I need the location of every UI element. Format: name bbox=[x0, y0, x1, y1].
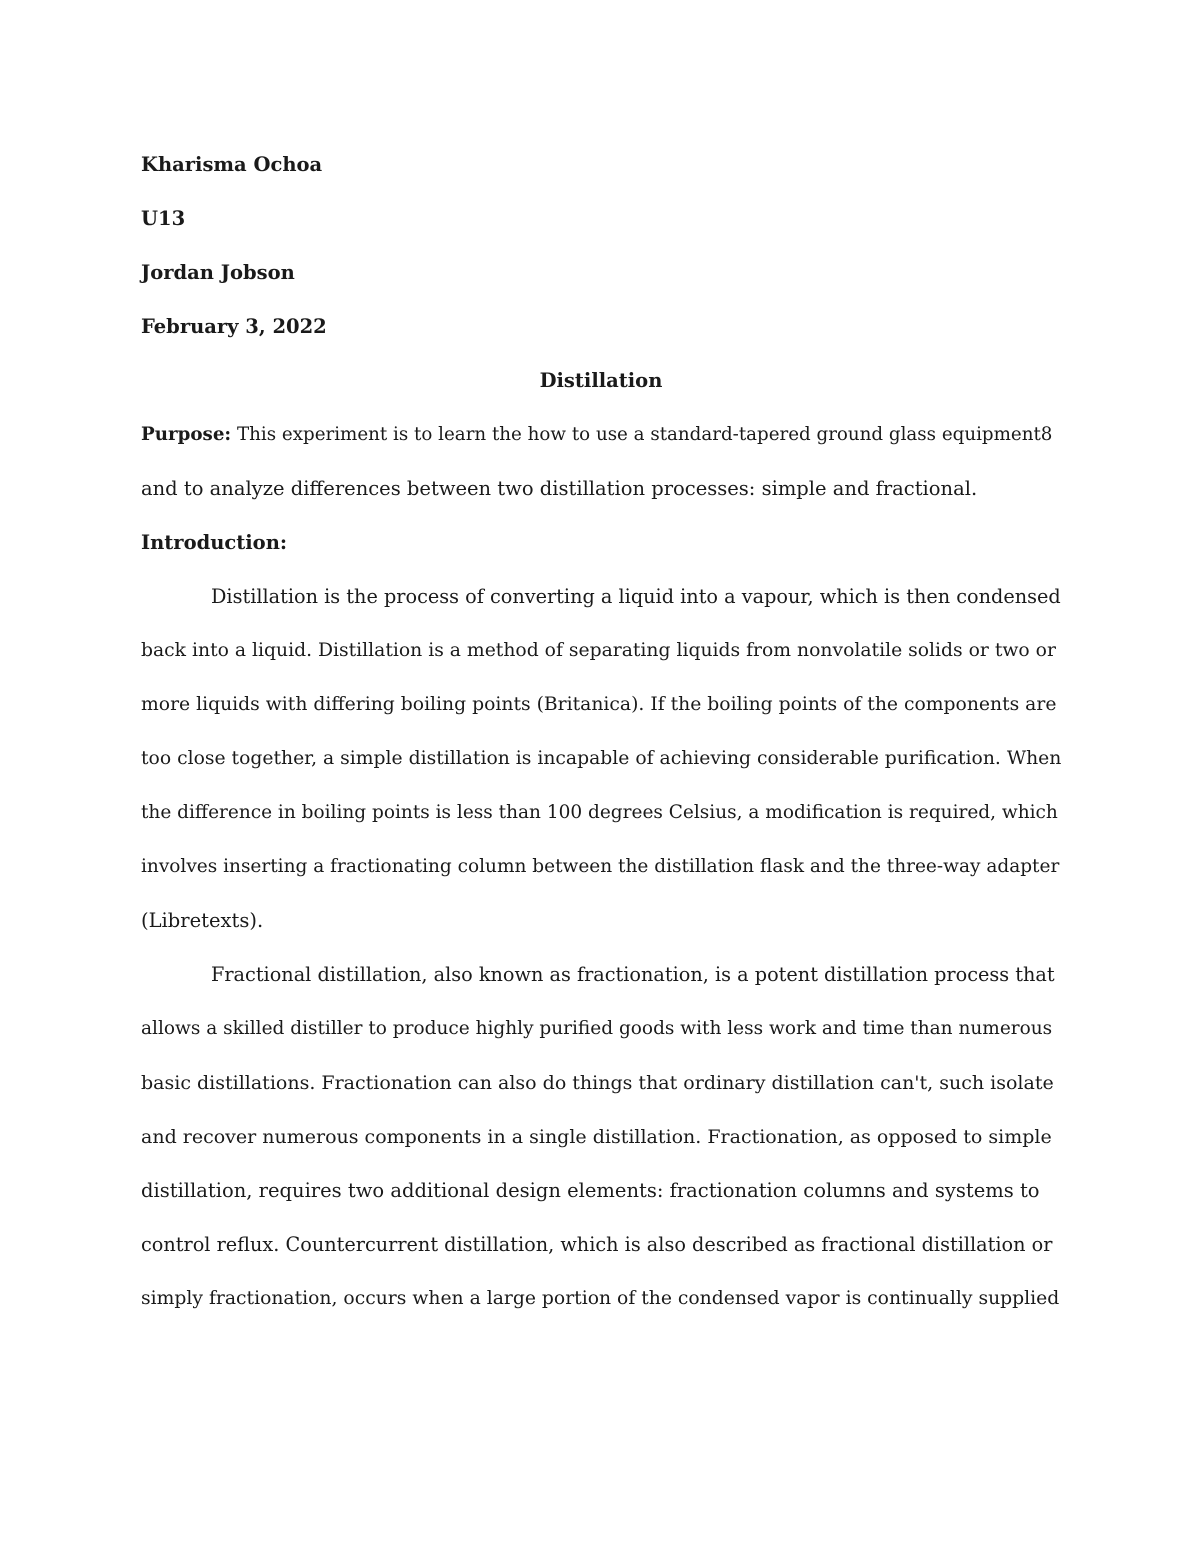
paragraph-line: the difference in boiling points is less than 100 degrees Celsius, a modification is required, which bbox=[141, 802, 1058, 823]
document-title: Distillation bbox=[539, 369, 663, 392]
student-name: Kharisma Ochoa bbox=[141, 153, 323, 176]
paragraph-line: basic distillations. Fractionation can also do things that ordinary distillation can't, such isolate bbox=[141, 1072, 1054, 1094]
purpose-line-2: and to analyze differences between two distillation processes: simple and fractional. bbox=[141, 477, 978, 500]
paragraph-line: Fractional distillation, also known as fractionation, is a potent distillation process that bbox=[211, 963, 1055, 986]
paragraph-line: (Libretexts). bbox=[141, 909, 264, 932]
paragraph-line: too close together, a simple distillation is incapable of achieving considerable purification. When bbox=[141, 748, 1062, 769]
introduction-paragraph-1 bbox=[141, 570, 1061, 948]
paragraph-line: back into a liquid. Distillation is a method of separating liquids from nonvolatile solids or two or bbox=[141, 640, 1056, 661]
paragraph-line: Distillation is the process of converting a liquid into a vapour, which is then condensed bbox=[211, 585, 1061, 608]
paragraph-line: involves inserting a fractionating column between the distillation flask and the three-way adapter bbox=[141, 856, 1060, 877]
paragraph-line: distillation, requires two additional design elements: fractionation columns and systems to bbox=[141, 1179, 1040, 1202]
document-body bbox=[141, 138, 1061, 1326]
purpose-text-1: This experiment is to learn the how to use a standard-tapered ground glass equipment8 bbox=[236, 424, 1053, 445]
purpose-line-1 bbox=[141, 408, 1061, 462]
paragraph-line: simply fractionation, occurs when a large portion of the condensed vapor is continually supplied bbox=[141, 1288, 1060, 1309]
instructor-name: Jordan Jobson bbox=[141, 261, 295, 284]
paragraph-line: and recover numerous components in a single distillation. Fractionation, as opposed to simple bbox=[141, 1126, 1052, 1148]
introduction-heading: Introduction: bbox=[141, 531, 288, 554]
paragraph-line: more liquids with differing boiling points (Britanica). If the boiling points of the components are bbox=[141, 694, 1057, 715]
paragraph-line: control reflux. Countercurrent distillation, which is also described as fractional distillation or bbox=[141, 1233, 1053, 1256]
section-code: U13 bbox=[141, 207, 186, 230]
introduction-paragraph-2 bbox=[141, 948, 1061, 1326]
paragraph-line: allows a skilled distiller to produce highly purified goods with less work and time than numerous bbox=[141, 1018, 1053, 1039]
document-date: February 3, 2022 bbox=[141, 315, 327, 338]
purpose-label: Purpose: bbox=[141, 424, 232, 445]
